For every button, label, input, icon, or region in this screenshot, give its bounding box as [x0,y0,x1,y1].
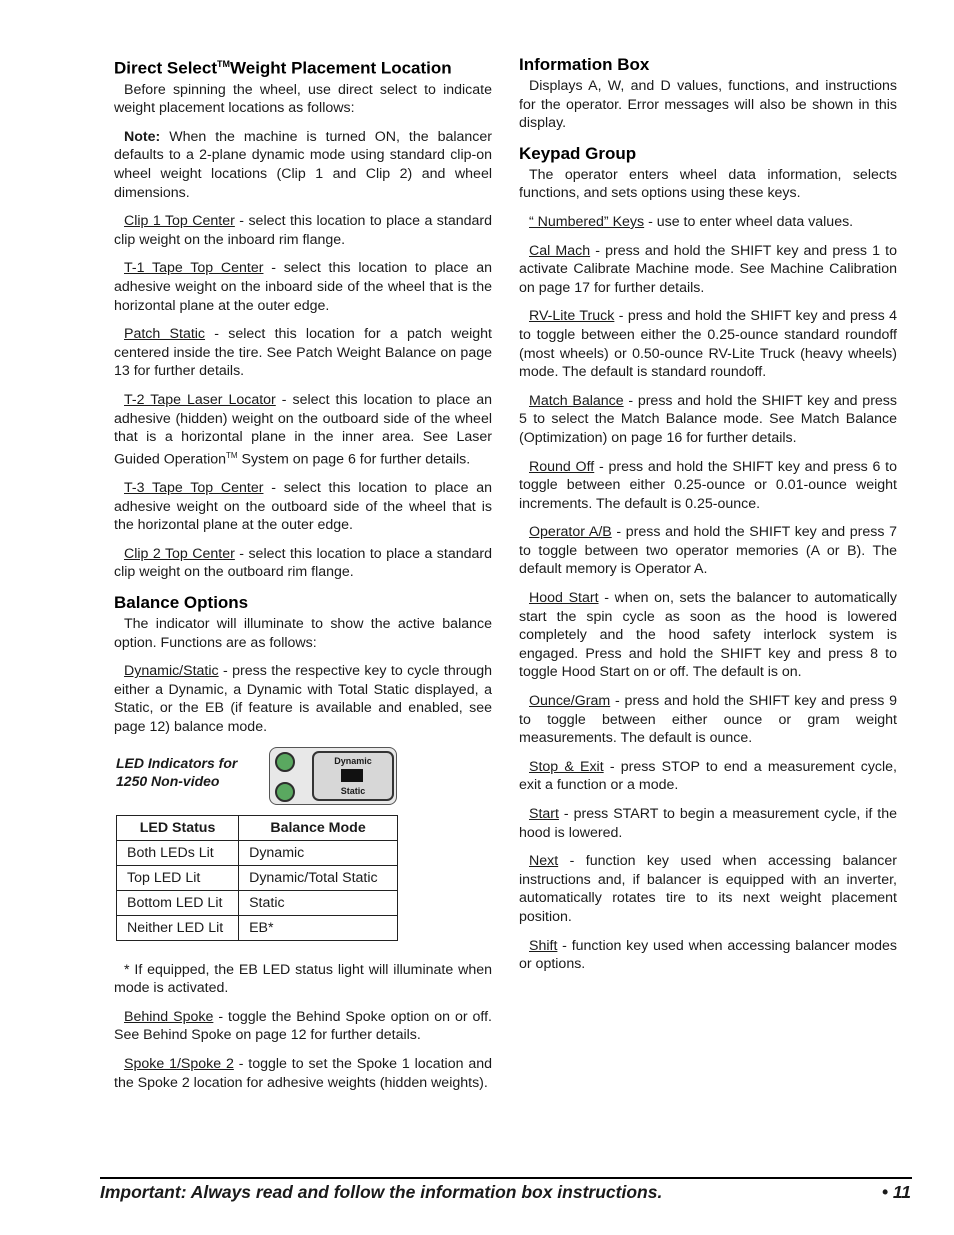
spoke-term: Spoke 1/Spoke 2 [124,1055,234,1072]
location-item: Patch Static - select this location for a patch weight centered inside the tire. See Patch Weight Balance on page 13 for further details. [114,326,492,380]
key-term: Ounce/Gram [529,693,611,710]
led-indicator-figure [114,747,492,809]
mode-key [312,751,394,801]
table-cell: Top LED Lit [117,865,239,890]
location-item: T-3 Tape Top Center - select this location to place an adhesive weight on the outboard side of the wheel that is the horizontal plane at the outer edge. [114,480,493,534]
table-cell: Dynamic/Total Static [239,865,398,890]
table-row [117,865,398,890]
keypad-item: Hood Start - when on, sets the balancer to automatically start the spin cycle as soon as the hood is lowered completely and the hood safety interlock system is engaged. Press and hold the SHIFT key and press 8 to toggle Hood Start on or off. The default is on. [519,590,897,681]
location-term: T-3 Tape Top Center [124,480,264,497]
key-term: Start [529,806,559,822]
table-header: LED Status [117,815,239,840]
dynamic-static-paragraph: Dynamic/Static - press the respective key to cycle through either a Dynamic, a Dynamic with Total Static displayed, a Static, or the EB (if feature is available and enabled, see page 12) balance mode. [114,663,492,736]
location-item: Clip 2 Top Center - select this location to place a standard clip weight on the outboard rim flange. [114,545,492,581]
keypad-item: Shift - function key used when accessing balancer modes or options. [519,937,897,973]
spoke-paragraph: Spoke 1/Spoke 2 - toggle to set the Spoke 1 location and the Spoke 2 location for adhesive weights (hidden weights). [114,1055,493,1091]
location-term: Clip 1 Top Center [124,213,235,230]
keypad-item: Operator A/B - press and hold the SHIFT key and press 7 to toggle between two operator memories (A or B). The default memory is Operator A. [519,524,897,578]
behind-spoke-paragraph: Behind Spoke - toggle the Behind Spoke option on or off. See Behind Spoke on page 12 for further details. [114,1008,492,1044]
note-label: Note: [124,128,161,145]
keypad-item: RV-Lite Truck - press and hold the SHIFT key and press 4 to toggle between either the 0.25-ounce standard roundoff (most wheels) or 0.50-ounce RV-Lite Truck (heavy wheels) mode. The default is standard roundoff. [519,308,897,381]
footer-divider [100,1177,912,1179]
direct-select-intro: Before spinning the wheel, use direct select to indicate weight placement locations as follows: [114,81,492,117]
key-term: Match Balance [529,392,624,409]
table-header: Balance Mode [239,815,398,840]
mode-display [341,769,363,782]
location-term: Patch Static [124,326,206,343]
table-cell: Neither LED Lit [117,915,239,940]
static-label: Static [340,785,366,796]
table-header-row [117,815,398,840]
keypad-item: Cal Mach - press and hold the SHIFT key and press 1 to activate Calibrate Machine mode. See Machine Calibration on page 17 for further details. [519,242,897,296]
key-term: Operator A/B [529,524,612,541]
key-term: Cal Mach [529,242,591,259]
key-term: RV-Lite Truck [529,308,615,325]
keypad-item: Round Off - press and hold the SHIFT key and press 6 to toggle between either 0.25-ounce or 0.01-ounce weight increments. The default is 0.25-ounce. [519,458,897,512]
table-cell: Dynamic [239,840,398,865]
table-row [117,890,398,915]
information-box-text: Displays A, W, and D values, functions, and instructions for the operator. Error messages will also be shown in this display. [519,78,897,132]
behind-spoke-term: Behind Spoke [124,1008,214,1025]
information-box-heading: Information Box [519,55,650,74]
location-item: T-2 Tape Laser Locator - select this location to place an adhesive (hidden) weight on the outboard side of the wheel that is a horizontal plane in the inner area. See Laser Guided Operation™ System on page 6 for further details. [114,391,492,468]
key-term: Shift [529,937,558,954]
table-cell: Static [239,890,398,915]
location-term: T-1 Tape Top Center [124,260,264,277]
balance-options-intro: The indicator will illuminate to show the active balance option. Functions are as follows: [114,616,492,651]
location-term: T-2 Tape Laser Locator [124,391,276,408]
page-number: • 11 [881,1182,911,1202]
location-item: T-1 Tape Top Center - select this location to place an adhesive weight on the inboard side of the wheel that is the horizontal plane at the outer edge. [114,260,493,314]
led-panel [269,747,397,805]
key-term: Hood Start [529,590,599,607]
balance-options-heading: Balance Options [114,593,249,613]
keypad-group-heading: Keypad Group [519,143,637,163]
footer-important-note: Important: Always read and follow the information box instructions. [100,1182,663,1202]
location-term: Clip 2 Top Center [124,545,235,562]
note-paragraph [114,128,492,202]
eb-footnote: * If equipped, the EB LED status light will illuminate when mode is activated. [114,961,492,997]
keypad-item: Stop & Exit - press STOP to end a measurement cycle, exit a function or a mode. [519,758,897,794]
key-term: Next [529,853,559,870]
table-row [117,915,398,940]
led-caption: LED Indicators for 1250 Non-video [116,754,238,789]
top-led-icon [275,752,295,772]
bottom-led-icon [275,782,295,802]
table-row [117,840,398,865]
led-status-table [116,815,398,941]
location-item: Clip 1 Top Center - select this location to place a standard clip weight on the inboard rim flange. [114,213,492,248]
keypad-item: Match Balance - press and hold the SHIFT key and press 5 to select the Match Balance mode. See Match Balance (Optimization) on page 16 for further details. [519,392,897,446]
note-text: When the machine is turned ON, the balancer defaults to a 2-plane dynamic mode using standard clip-on wheel weight locations (Clip 1 and Clip 2) and wheel dimensions. [114,128,492,201]
keypad-item: Next - function key used when accessing balancer instructions and, if balancer is equipped with an inverter, automatically rotates tire to its next weight placement position. [519,853,897,925]
left-column [114,54,492,1102]
right-column [519,54,897,984]
key-term: Stop & Exit [529,758,604,775]
keypad-item: Ounce/Gram - press and hold the SHIFT key and press 9 to toggle between either ounce or gram weight measurements. The default is ounce. [519,693,897,747]
key-term: “ Numbered” Keys [529,213,645,230]
key-term: Round Off [529,458,595,475]
dynamic-label: Dynamic [334,755,372,766]
table-cell: Bottom LED Lit [117,890,239,915]
keypad-intro: The operator enters wheel data information, selects functions, and sets options using these keys. [519,166,897,202]
dynamic-static-term: Dynamic/Static [124,663,219,680]
direct-select-heading: Direct Select™Weight Placement Location [114,58,452,78]
keypad-item: “ Numbered” Keys - use to enter wheel data values. [529,213,854,230]
keypad-item: Start - press START to begin a measurement cycle, if the hood is lowered. [519,806,897,841]
table-cell: EB* [239,915,398,940]
table-cell: Both LEDs Lit [117,840,239,865]
